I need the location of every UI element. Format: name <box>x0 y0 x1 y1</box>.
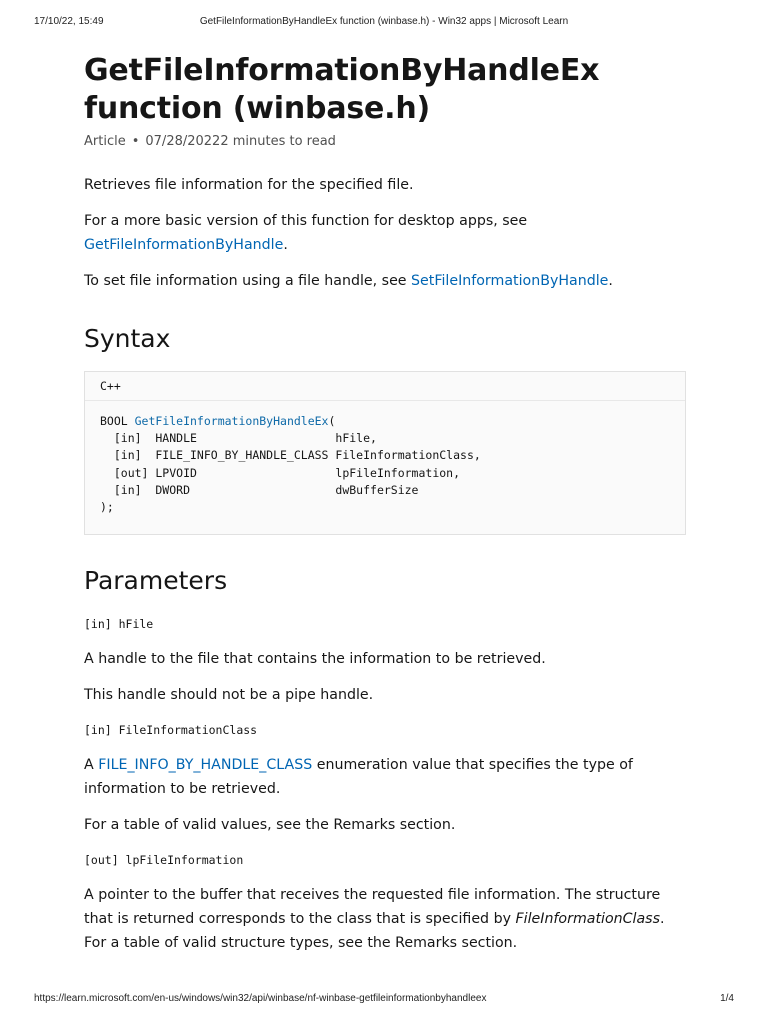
code-line: [out] LPVOID lpFileInformation, <box>100 465 461 480</box>
set-info-end: . <box>608 273 613 289</box>
article-date-read-time: 07/28/20222 minutes to read <box>145 134 336 149</box>
set-info-paragraph <box>84 269 686 293</box>
code-line: [in] FILE_INFO_BY_HANDLE_CLASS FileInformationClass, <box>100 448 481 463</box>
lpfi-desc-a: A pointer to the buffer that receives the requested file information. The structure that is returned corresponds to the class that is specified by <box>84 887 661 928</box>
code-return-type: BOOL <box>100 414 135 428</box>
print-page-number: 1/4 <box>720 993 734 1004</box>
article-meta <box>84 134 686 149</box>
param-hfile-name: [in] hFile <box>84 617 154 632</box>
article-type: Article <box>84 134 126 149</box>
code-block <box>84 371 686 535</box>
fic-desc-suffix: enumeration value that specifies the type of information to be retrieved. <box>84 757 633 798</box>
page-title: GetFileInformationByHandleEx function (winbase.h) <box>84 53 600 126</box>
code-open-paren: ( <box>328 414 336 428</box>
basic-version-end: . <box>283 237 288 253</box>
link-setfileinformationbyhandle[interactable]: SetFileInformationByHandle <box>411 273 609 289</box>
code-content <box>85 401 685 534</box>
lpfi-desc-em: FileInformationClass <box>515 911 660 928</box>
set-info-text: To set file information using a file handle, see <box>84 273 407 289</box>
param-lpfileinformation-desc <box>84 883 686 955</box>
link-getfileinformationbyhandle[interactable]: GetFileInformationByHandle <box>84 237 284 253</box>
param-hfile-desc-2: This handle should not be a pipe handle. <box>84 687 374 704</box>
param-fileinformationclass-name: [in] FileInformationClass <box>84 723 258 738</box>
print-footer <box>34 993 734 1007</box>
code-line: ); <box>100 500 114 515</box>
meta-separator: • <box>131 134 140 149</box>
print-page-title: GetFileInformationByHandleEx function (winbase.h) - Win32 apps | Microsoft Learn <box>199 16 569 27</box>
parameters-heading: Parameters <box>84 566 228 596</box>
print-url: https://learn.microsoft.com/en-us/windows/win32/api/winbase/nf-winbase-getfileinformationbyhandleex <box>34 993 487 1004</box>
param-lpfileinformation-name: [out] lpFileInformation <box>84 853 244 868</box>
param-fileinformationclass-desc <box>84 753 686 801</box>
param-hfile-desc: A handle to the file that contains the information to be retrieved. <box>84 651 546 668</box>
code-line: [in] DWORD dwBufferSize <box>100 482 419 497</box>
intro-text: Retrieves file information for the specified file. <box>84 177 414 193</box>
basic-version-text: For a more basic version of this function for desktop apps, see <box>84 213 528 229</box>
syntax-heading: Syntax <box>84 324 171 353</box>
code-function-link[interactable]: GetFileInformationByHandleEx <box>134 414 329 428</box>
link-file-info-by-handle-class[interactable]: FILE_INFO_BY_HANDLE_CLASS <box>98 757 313 774</box>
param-fileinformationclass-desc-2: For a table of valid values, see the Remarks section. <box>84 817 456 834</box>
fic-desc-prefix: A <box>84 757 94 774</box>
lpfi-desc-b: . For a table of valid structure types, see the Remarks section. <box>84 911 665 952</box>
basic-version-paragraph <box>84 209 686 257</box>
print-header <box>34 16 734 32</box>
article-content <box>84 52 686 955</box>
code-line: [in] HANDLE hFile, <box>100 431 377 446</box>
print-datetime: 17/10/22, 15:49 <box>34 16 104 27</box>
code-language-label: C++ <box>85 372 685 401</box>
